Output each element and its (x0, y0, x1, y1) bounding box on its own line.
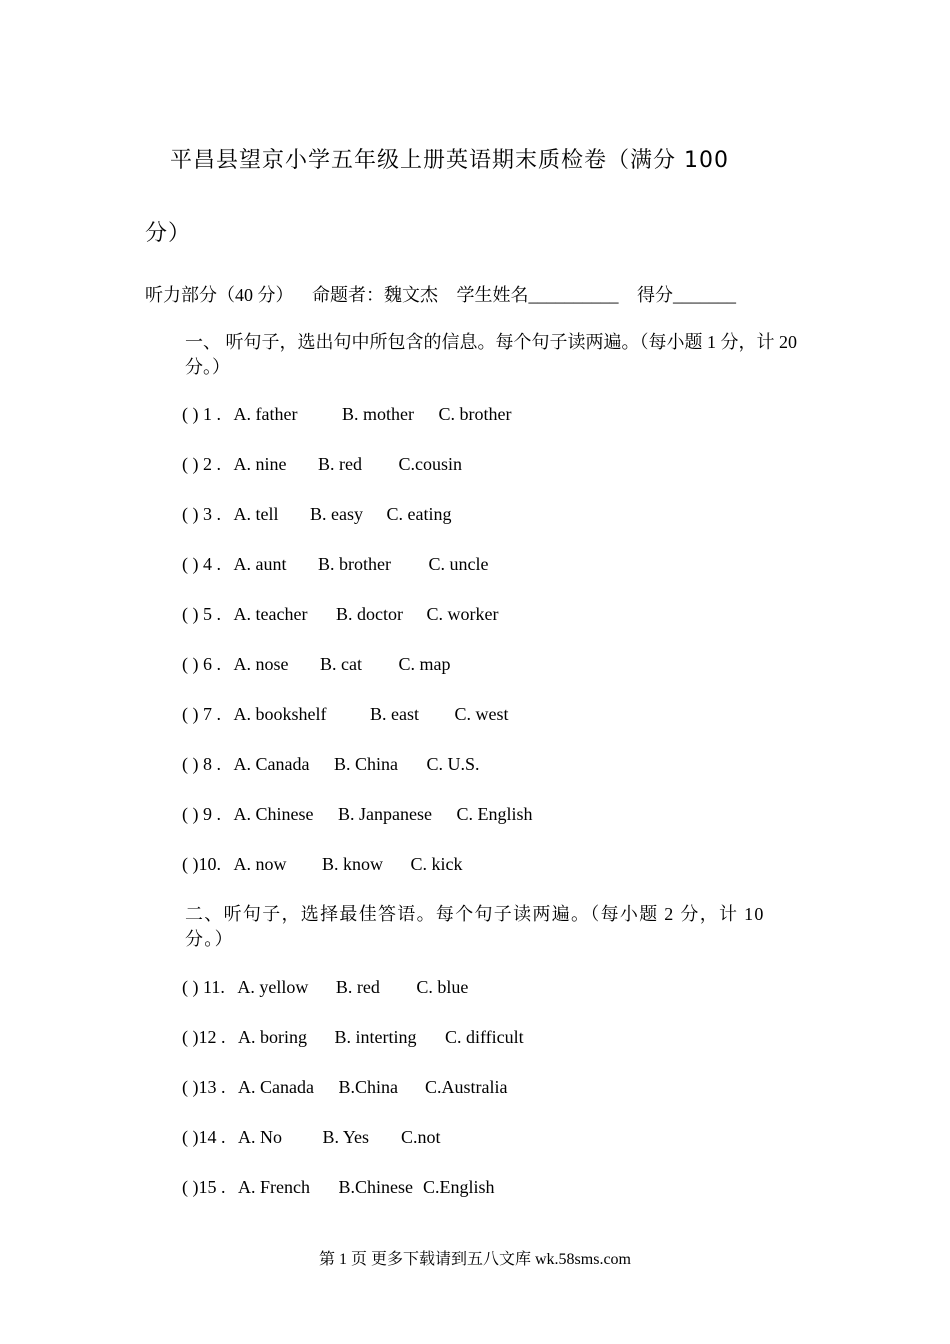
option-a: A. tell (233, 504, 279, 524)
question-row (182, 554, 489, 575)
question-row (182, 854, 463, 875)
page-title-continued: 分） (145, 221, 192, 246)
question-number: ( ) 7 . (182, 704, 221, 724)
author-label: 命题者：魏文杰 (312, 285, 438, 305)
page-footer: 第 1 页 更多下载请到五八文库 wk.58sms.com (318, 1251, 631, 1268)
option-c: C. kick (410, 854, 463, 874)
option-b: B. doctor (336, 604, 403, 624)
option-c: C. difficult (445, 1027, 524, 1047)
section-2-text: 二、听句子，选择最佳答语。每个句子读两遍。（每小题 2 分，计 10 分。） (185, 904, 765, 949)
question-number: ( ) 4 . (182, 554, 221, 574)
option-b: B. Yes (322, 1127, 370, 1147)
option-c: C. U.S. (426, 754, 480, 774)
section-1-instructions (145, 330, 810, 380)
option-a: A. father (233, 404, 298, 424)
option-c: C. west (454, 704, 509, 724)
question-number: ( ) 3 . (182, 504, 221, 524)
option-c: C. English (456, 804, 533, 824)
option-c: C. worker (426, 604, 499, 624)
option-a: A. Canada (238, 1077, 314, 1097)
question-row (182, 604, 498, 625)
question-row (182, 504, 452, 525)
option-c: C.not (401, 1127, 441, 1147)
option-b: B. brother (318, 554, 391, 574)
option-b: B. east (370, 704, 419, 724)
section-1-text: 一、 听句子，选出句中所包含的信息。每个句子读两遍。（每小题 1 分，计 20 分。） (185, 332, 797, 377)
option-b: B. red (335, 977, 380, 997)
page-title: 平昌县望京小学五年级上册英语期末质检卷（满分 100 (170, 148, 729, 173)
option-c: C.English (423, 1177, 495, 1197)
question-number: ( )15 . (182, 1177, 226, 1197)
option-a: A. now (233, 854, 287, 874)
option-a: A. teacher (233, 604, 308, 624)
option-a: A. Chinese (233, 804, 314, 824)
question-row (182, 404, 511, 425)
question-row (182, 804, 533, 825)
question-number: ( )14 . (182, 1127, 226, 1147)
section-2-instructions (145, 902, 810, 952)
option-c: C.Australia (425, 1077, 508, 1097)
question-row (182, 977, 468, 998)
option-a: A. French (238, 1177, 310, 1197)
question-number: ( )13 . (182, 1077, 226, 1097)
option-b: B. red (318, 454, 362, 474)
question-number: ( ) 2 . (182, 454, 221, 474)
question-row (182, 454, 462, 475)
option-b: B.China (338, 1077, 399, 1097)
option-c: C. blue (416, 977, 469, 997)
option-a: A. boring (238, 1027, 307, 1047)
question-row (182, 754, 480, 775)
option-c: C.cousin (398, 454, 463, 474)
question-row (182, 1127, 441, 1148)
option-c: C. brother (438, 404, 512, 424)
option-a: A. aunt (233, 554, 287, 574)
question-row (182, 654, 451, 675)
option-b: B. know (322, 854, 384, 874)
question-row (182, 1077, 508, 1098)
question-number: ( ) 8 . (182, 754, 221, 774)
question-number: ( ) 11. (182, 977, 225, 997)
option-c: C. eating (386, 504, 452, 524)
option-a: A. No (238, 1127, 282, 1147)
option-a: A. bookshelf (233, 704, 327, 724)
option-a: A. nine (233, 454, 287, 474)
option-b: B. cat (320, 654, 362, 674)
option-a: A. Canada (233, 754, 310, 774)
question-number: ( )10. (182, 854, 221, 874)
score-field: 得分_______ (637, 285, 736, 305)
option-b: B. Janpanese (338, 804, 432, 824)
option-a: A. nose (233, 654, 289, 674)
part-label: 听力部分（40 分） (145, 285, 294, 305)
question-number: ( ) 6 . (182, 654, 221, 674)
option-b: B. China (334, 754, 399, 774)
question-row (182, 1027, 524, 1048)
exam-info-line (145, 281, 750, 307)
option-a: A. yellow (237, 977, 309, 997)
question-number: ( ) 5 . (182, 604, 221, 624)
student-name-field: 学生姓名__________ (456, 285, 619, 305)
question-number: ( ) 9 . (182, 804, 221, 824)
question-row (182, 1177, 495, 1198)
question-row (182, 704, 509, 725)
option-c: C. map (398, 654, 451, 674)
option-c: C. uncle (428, 554, 489, 574)
option-b: B. easy (310, 504, 363, 524)
question-number: ( )12 . (182, 1027, 226, 1047)
option-b: B. mother (342, 404, 414, 424)
option-b: B. interting (334, 1027, 417, 1047)
option-b: B.Chinese (338, 1177, 413, 1197)
question-number: ( ) 1 . (182, 404, 221, 424)
